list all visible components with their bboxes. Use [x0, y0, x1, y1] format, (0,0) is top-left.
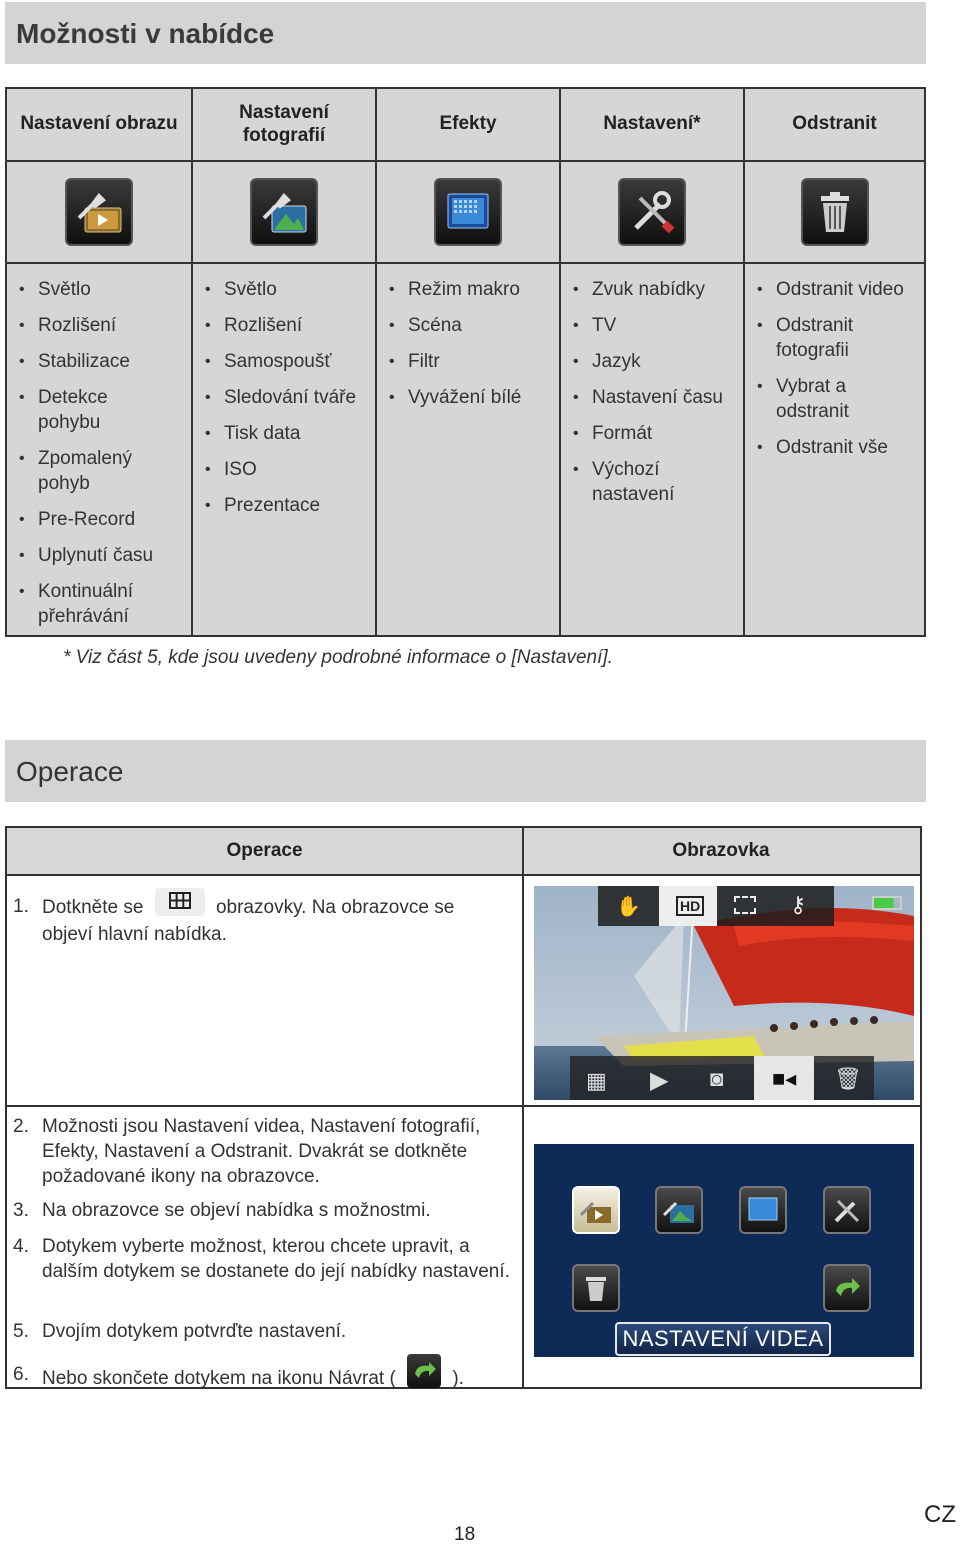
menu-column-video-settings — [7, 89, 191, 635]
trash-icon[interactable]: 🗑 — [834, 1066, 862, 1091]
menu-column-settings — [559, 89, 743, 635]
footnote: * Viz část 5, kde jsou uvedeny podrobné informace o [Nastavení]. — [63, 647, 613, 668]
list-item: • Detekce pohybu — [19, 385, 119, 435]
section-header-operations — [5, 740, 926, 802]
hd-icon[interactable]: HD — [676, 896, 704, 916]
divider — [522, 828, 524, 1387]
language-code: CZ — [924, 1501, 956, 1528]
step-text: Dvojím dotykem potvrďte nastavení. — [42, 1321, 347, 1342]
column-header: Efekty — [377, 89, 559, 162]
step-text: Dotkněte se — [42, 897, 144, 919]
trash-icon[interactable] — [572, 1264, 620, 1312]
step-text: Na obrazovce se objeví nabídka s možnostmi. — [42, 1200, 431, 1221]
menu-column-photo-settings — [191, 89, 375, 635]
step-number: 6. — [13, 1364, 29, 1385]
list-item: • Filtr — [389, 349, 553, 374]
list-item: • Zpomalený pohyb — [19, 446, 139, 496]
step-text: Možnosti jsou Nastavení videa, Nastavení fotografií, Efekty, Nastavení a Odstranit. Dvakrát se dotkněte požadované ikony na obrazovce. — [42, 1116, 481, 1187]
list-item: • TV — [573, 313, 737, 338]
column-header: Operace — [7, 828, 522, 876]
settings-tools-icon[interactable] — [823, 1186, 871, 1234]
list-item: • Vyvážení bílé — [389, 385, 553, 410]
list-item: • Samospoušť — [205, 349, 369, 374]
list-item: • Vybrat a odstranit — [757, 374, 887, 424]
column-icon-cell — [377, 162, 559, 264]
list-item: • Kontinuální přehrávání — [19, 579, 139, 629]
step-1 — [13, 894, 513, 947]
screen-title-label: NASTAVENÍ VIDEA — [615, 1322, 831, 1356]
column-header: Nastavení fotografií — [193, 89, 375, 162]
list-item: • ISO — [205, 457, 369, 482]
video-camera-icon[interactable]: ■◂ — [772, 1066, 797, 1091]
step-text: objeví hlavní nabídka. — [42, 924, 227, 945]
section-title: Operace — [16, 756, 124, 787]
column-icon-cell — [561, 162, 743, 264]
step-text: Nebo skončete dotykem na ikonu Návrat ( — [42, 1368, 396, 1390]
step-number: 3. — [13, 1200, 29, 1221]
step-number: 5. — [13, 1321, 29, 1342]
list-item: • Odstranit fotografii — [757, 313, 867, 363]
menu-grid-icon[interactable]: ▦ — [586, 1068, 607, 1093]
list-item: • Jazyk — [573, 349, 737, 374]
list-item: • Scéna — [389, 313, 553, 338]
step-number: 4. — [13, 1236, 29, 1257]
step-number: 2. — [13, 1116, 29, 1137]
step-text: Dotykem vyberte možnost, kterou chcete upravit, a dalším dotykem se dostanete do její nabídky nastavení. — [42, 1236, 510, 1282]
list-item: • Rozlišení — [205, 313, 369, 338]
step-5 — [13, 1319, 518, 1344]
list-item: • Uplynutí času — [19, 543, 185, 568]
play-icon[interactable]: ▶ — [650, 1067, 669, 1094]
menu-options-table — [5, 87, 926, 637]
list-item: • Světlo — [205, 277, 369, 302]
list-item: • Formát — [573, 421, 737, 446]
list-item: • Rozlišení — [19, 313, 185, 338]
step-text: ). — [452, 1368, 464, 1390]
effects-icon[interactable] — [739, 1186, 787, 1234]
video-settings-icon — [65, 178, 133, 246]
section-title: Možnosti v nabídce — [16, 18, 275, 49]
settings-tools-icon — [618, 178, 686, 246]
column-icon-cell — [193, 162, 375, 264]
list-item: • Sledování tváře — [205, 385, 369, 410]
effects-icon — [434, 178, 502, 246]
menu-grid-icon — [155, 888, 205, 916]
hand-icon[interactable]: ✋ — [616, 896, 641, 918]
step-text: obrazovky. Na obrazovce se — [215, 897, 455, 919]
photo-settings-icon[interactable] — [655, 1186, 703, 1234]
list-item: • Tisk data — [205, 421, 369, 446]
list-item: • Prezentace — [205, 493, 369, 518]
screen-main-menu-preview — [534, 886, 914, 1100]
step-3 — [13, 1198, 518, 1223]
list-item: • Pre-Record — [19, 507, 185, 532]
column-header: Obrazovka — [522, 828, 920, 876]
focus-icon[interactable] — [734, 896, 756, 914]
list-item: • Odstranit vše — [757, 435, 918, 460]
operations-table — [5, 826, 922, 1389]
menu-column-effects — [375, 89, 559, 635]
divider — [7, 1105, 920, 1107]
list-item: • Stabilizace — [19, 349, 185, 374]
column-header: Nastavení* — [561, 89, 743, 162]
step-2 — [13, 1114, 518, 1189]
photo-settings-icon — [250, 178, 318, 246]
list-item: • Režim makro — [389, 277, 553, 302]
column-icon-cell — [7, 162, 191, 264]
key-icon[interactable]: ⚷ — [790, 892, 807, 917]
list-item: • Výchozí nastavení — [573, 457, 683, 507]
list-item: • Nastavení času — [573, 385, 737, 410]
page-number: 18 — [454, 1524, 476, 1545]
column-icon-cell — [745, 162, 924, 264]
video-settings-icon[interactable] — [572, 1186, 620, 1234]
menu-column-delete — [743, 89, 924, 635]
step-6 — [13, 1362, 518, 1396]
battery-icon — [872, 896, 902, 910]
list-item: • Zvuk nabídky — [573, 277, 737, 302]
screen-settings-menu-preview — [534, 1144, 914, 1357]
list-item: • Odstranit video — [757, 277, 918, 302]
camera-icon[interactable]: ◙ — [710, 1066, 724, 1091]
return-icon[interactable] — [823, 1264, 871, 1312]
step-4 — [13, 1234, 518, 1284]
column-header: Odstranit — [745, 89, 924, 162]
list-item: • Světlo — [19, 277, 185, 302]
return-icon — [407, 1354, 441, 1388]
trash-icon — [801, 178, 869, 246]
step-number: 1. — [13, 896, 29, 917]
section-header-menu-options — [5, 2, 926, 64]
column-header: Nastavení obrazu — [7, 89, 191, 162]
